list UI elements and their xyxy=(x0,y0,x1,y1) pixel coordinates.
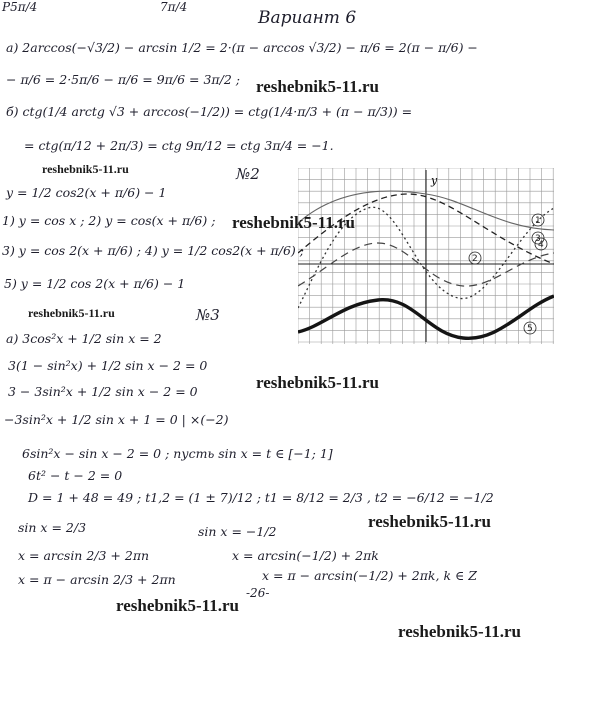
task2-line-2: 1) y = cos x ; 2) y = cos(x + π/6) ; xyxy=(2,213,216,228)
task3-line-1: а) 3cos²x + 1/2 sin x = 2 xyxy=(6,331,162,346)
task3-line-12: x = arcsin(−1/2) + 2πk xyxy=(232,548,379,563)
task2-line-4: 5) y = 1/2 cos 2(x + π/6) − 1 xyxy=(4,276,186,291)
watermark: reshebnik5-11.ru xyxy=(368,512,491,531)
task2-line-1: y = 1/2 cos2(x + π/6) − 1 xyxy=(6,185,167,200)
task3-line-11: sin x = −1/2 xyxy=(198,524,277,539)
task1-line-1: а) 2arccos(−√3/2) − arcsin 1/2 = 2·(π − arccos √3/2) − π/6 = 2(π − π/6) − xyxy=(6,40,478,55)
task1-line-4: = ctg(π/12 + 2π/3) = ctg 9π/12 = ctg 3π/4 = −1. xyxy=(24,138,334,153)
header-top-left: P5π/4 xyxy=(2,0,38,14)
watermark: reshebnik5-11.ru xyxy=(232,213,355,232)
task3-line-5: 6sin²x − sin x − 2 = 0 ; пусть sin x = t ∈ [−1; 1] xyxy=(22,446,333,461)
task3-line-9: x = arcsin 2/3 + 2πn xyxy=(18,548,150,563)
task2-line-3: 3) y = cos 2(x + π/6) ; 4) y = 1/2 cos2(x + π/6) ; xyxy=(2,243,304,258)
watermark: reshebnik5-11.ru xyxy=(256,373,379,392)
y-axis-label: y xyxy=(431,174,438,187)
page-number: -26- xyxy=(246,586,270,600)
watermark: reshebnik5-11.ru xyxy=(256,77,379,96)
task3-line-4: −3sin²x + 1/2 sin x + 1 = 0 | ×(−2) xyxy=(4,412,229,427)
task1-line-3: б) ctg(1/4 arctg √3 + arccos(−1/2)) = ctg(1/4·π/3 + (π − π/3)) = xyxy=(6,104,413,119)
curve-marker-5: 5 xyxy=(527,324,533,334)
watermark: reshebnik5-11.ru xyxy=(398,622,521,641)
task3-line-10: x = π − arcsin 2/3 + 2πn xyxy=(18,572,176,587)
task3-line-3: 3 − 3sin²x + 1/2 sin x − 2 = 0 xyxy=(8,384,198,399)
watermark: reshebnik5-11.ru xyxy=(42,162,129,176)
task3-line-7: D = 1 + 48 = 49 ; t1,2 = (1 ± 7)/12 ; t1 = 8/12 = 2/3 , t2 = −6/12 = −1/2 xyxy=(28,490,494,505)
function-graph xyxy=(298,168,554,344)
header-top-mid: 7π/4 xyxy=(160,0,188,14)
page-title: Вариант 6 xyxy=(258,8,357,28)
curve-marker-2: 2 xyxy=(472,254,478,264)
section-label-3: №3 xyxy=(196,306,220,324)
task3-line-6: 6t² − t − 2 = 0 xyxy=(28,468,123,483)
task3-line-2: 3(1 − sin²x) + 1/2 sin x − 2 = 0 xyxy=(8,358,208,373)
graph-axes xyxy=(298,170,554,342)
curve-marker-3: 3 xyxy=(535,234,541,244)
task3-line-13: x = π − arcsin(−1/2) + 2πk, k ∈ Z xyxy=(262,568,477,583)
section-label-2: №2 xyxy=(236,165,260,183)
curve-markers xyxy=(469,214,547,334)
watermark: reshebnik5-11.ru xyxy=(28,306,115,320)
curve-marker-4: 4 xyxy=(538,240,544,250)
task1-line-2: − π/6 = 2·5π/6 − π/6 = 9π/6 = 3π/2 ; xyxy=(6,72,240,87)
watermark: reshebnik5-11.ru xyxy=(116,596,239,615)
task3-line-8: sin x = 2/3 xyxy=(18,520,87,535)
curve-marker-1: 1 xyxy=(535,216,541,226)
